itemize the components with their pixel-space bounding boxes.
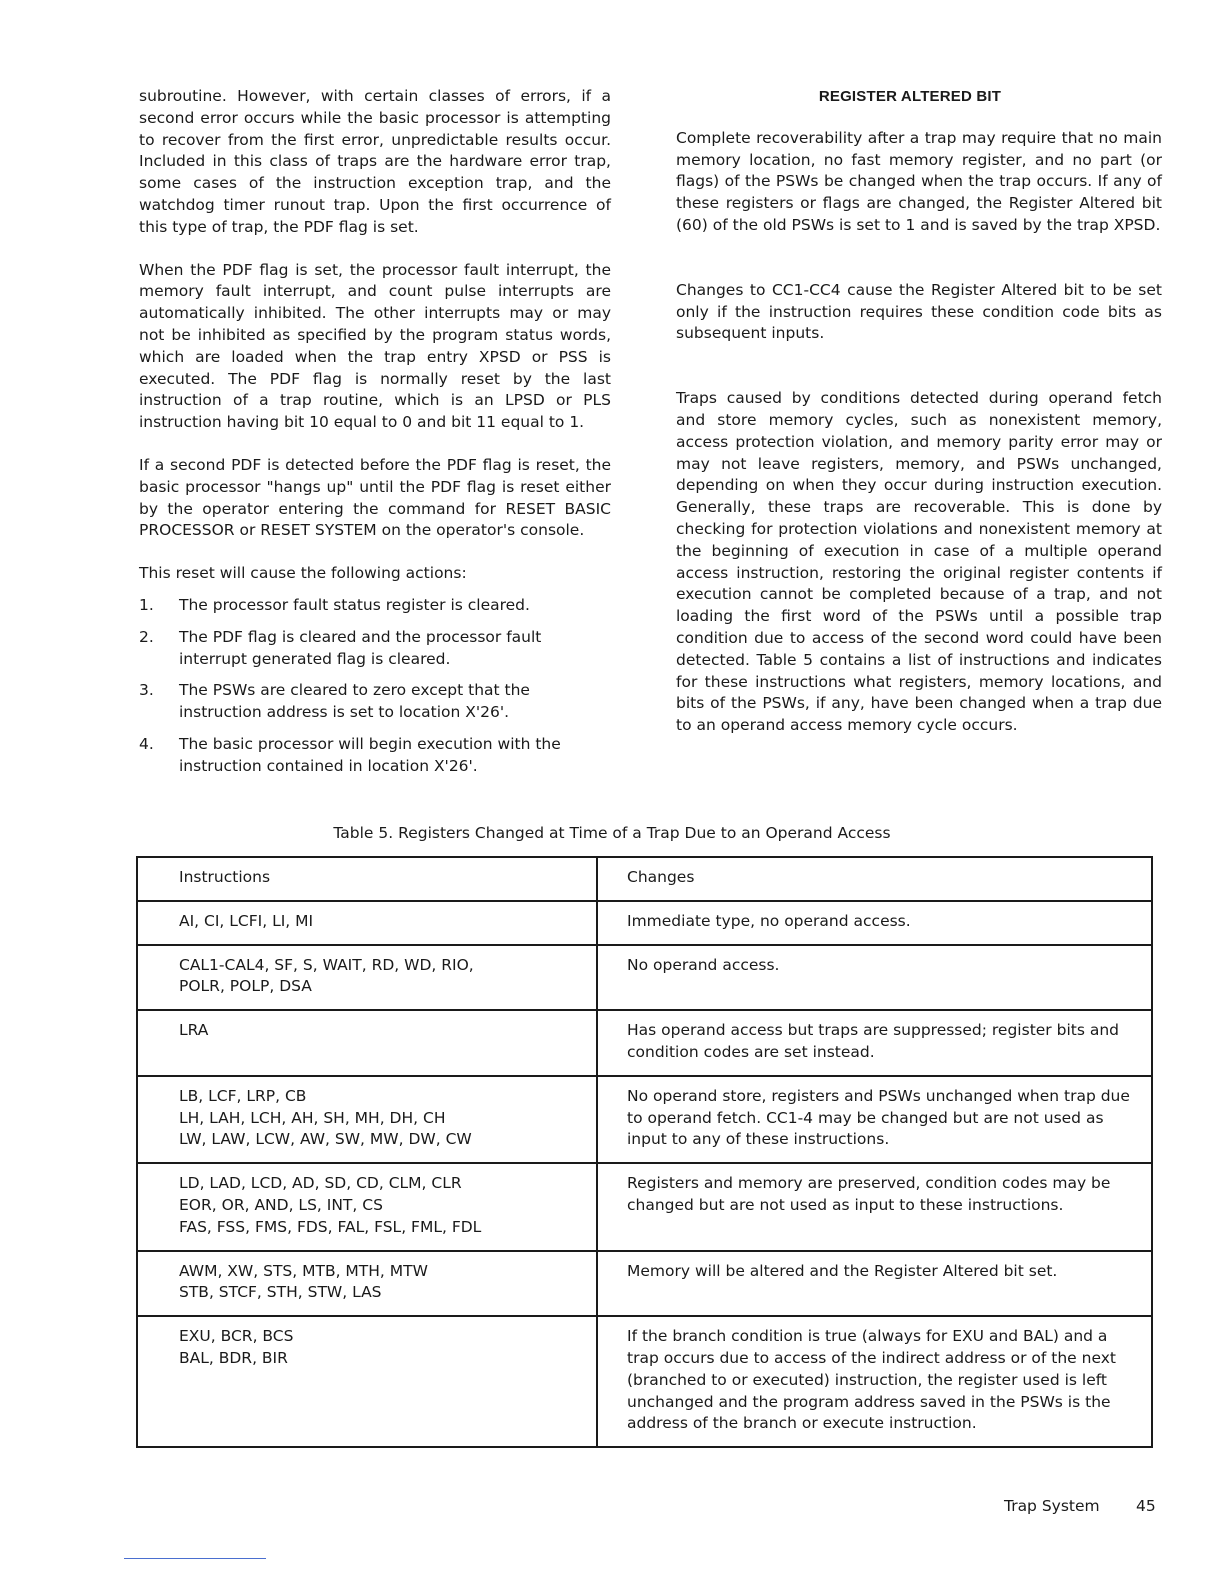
instructions-cell — [137, 901, 597, 945]
list-item — [139, 627, 611, 671]
column-header-instructions: Instructions — [137, 857, 597, 901]
list-item — [139, 734, 611, 778]
instruction-line: LW, LAW, LCW, AW, SW, MW, DW, CW — [179, 1130, 472, 1149]
instructions-cell — [137, 1251, 597, 1317]
list-item-number: 3. — [139, 681, 154, 700]
changes-cell: Memory will be altered and the Register Altered bit set. — [597, 1251, 1152, 1317]
list-item — [139, 680, 611, 724]
changes-cell: Immediate type, no operand access. — [597, 901, 1152, 945]
left-paragraph-4: This reset will cause the following actions: — [139, 564, 467, 583]
instructions-cell — [137, 1076, 597, 1163]
registers-table — [136, 856, 1153, 1448]
table-caption: Table 5. Registers Changed at Time of a Trap Due to an Operand Access — [333, 824, 891, 842]
instructions-cell — [137, 945, 597, 1011]
table-row — [137, 1163, 1152, 1250]
left-paragraph-3: If a second PDF is detected before the PDF flag is reset, the basic processor "hangs up" until the PDF flag is reset either by the operator entering the command for RESET BASIC PROCESSOR or RESET SYSTEM on the operator's console. — [139, 455, 611, 540]
instruction-line: AWM, XW, STS, MTB, MTH, MTW — [179, 1261, 428, 1280]
list-item-text: The basic processor will begin execution with the instruction contained in location X'26'. — [179, 734, 561, 775]
instruction-line: STB, STCF, STH, STW, LAS — [179, 1283, 382, 1302]
instructions-cell — [137, 1163, 597, 1250]
instruction-line: EOR, OR, AND, LS, INT, CS — [179, 1195, 383, 1214]
footer-section-title: Trap System — [1004, 1497, 1100, 1515]
right-column — [676, 86, 1162, 737]
instructions-cell — [137, 1010, 597, 1076]
section-heading: REGISTER ALTERED BIT — [818, 88, 1002, 105]
reset-actions-list — [139, 595, 611, 778]
list-item-number: 4. — [139, 734, 154, 753]
instruction-line: CAL1-CAL4, SF, S, WAIT, RD, WD, RIO, — [179, 955, 474, 974]
instruction-line: LH, LAH, LCH, AH, SH, MH, DH, CH — [179, 1108, 446, 1127]
instruction-line: FAS, FSS, FMS, FDS, FAL, FSL, FML, FDL — [179, 1217, 482, 1236]
left-paragraph-1: subroutine. However, with certain classes of errors, if a second error occurs while the basic processor is attempting to recover from the first error, unpredictable results occur. Included in this class of traps are the hardware error trap, some cases of the instruction exception trap, and the watchdog timer runout trap. Upon the first occurrence of this type of trap, the PDF flag is set. — [139, 87, 611, 236]
table-row — [137, 1316, 1152, 1447]
instruction-line: BAL, BDR, BIR — [179, 1348, 288, 1367]
right-paragraph-1: Complete recoverability after a trap may require that no main memory location, no fast memory register, and no part (or flags) of the PSWs be changed when the trap occurs. If any of these registers or flags are changed, the Register Altered bit (60) of the old PSWs is set to 1 and is saved by the trap XPSD. — [676, 128, 1162, 234]
left-column — [139, 86, 611, 788]
table-row — [137, 945, 1152, 1011]
changes-cell: If the branch condition is true (always for EXU and BAL) and a trap occurs due to access of the indirect address or of the next (branched to or executed) instruction, the register used is left unchanged and the program address saved in the PSWs is the address of the branch or execute instruction. — [597, 1316, 1152, 1447]
list-item-number: 1. — [139, 595, 154, 614]
instruction-line: LRA — [179, 1021, 209, 1040]
right-paragraph-2: Changes to CC1-CC4 cause the Register Altered bit to be set only if the instruction requires these condition code bits as subsequent inputs. — [676, 280, 1162, 343]
table-row — [137, 901, 1152, 945]
instructions-cell — [137, 1316, 597, 1447]
changes-cell: Has operand access but traps are suppressed; register bits and condition codes are set instead. — [597, 1010, 1152, 1076]
list-item-text: The processor fault status register is cleared. — [179, 595, 530, 614]
column-header-changes: Changes — [597, 857, 1152, 901]
list-item — [139, 595, 611, 617]
instruction-line: EXU, BCR, BCS — [179, 1327, 294, 1346]
list-item-number: 2. — [139, 627, 154, 646]
changes-cell: No operand access. — [597, 945, 1152, 1011]
changes-cell: No operand store, registers and PSWs unchanged when trap due to operand fetch. CC1-4 may be changed but are not used as input to any of these instructions. — [597, 1076, 1152, 1163]
instruction-line: AI, CI, LCFI, LI, MI — [179, 911, 314, 930]
list-item-text: The PDF flag is cleared and the processor fault interrupt generated flag is cleared. — [179, 627, 542, 668]
changes-cell: Registers and memory are preserved, condition codes may be changed but are not used as input to these instructions. — [597, 1163, 1152, 1250]
table-row — [137, 1010, 1152, 1076]
instruction-line: LD, LAD, LCD, AD, SD, CD, CLM, CLR — [179, 1174, 462, 1193]
list-item-text: The PSWs are cleared to zero except that the instruction address is set to location X'26'. — [179, 681, 530, 722]
right-paragraph-3: Traps caused by conditions detected during operand fetch and store memory cycles, such as nonexistent memory, access protection violation, and memory parity error may or may not leave registers, memory, and PSWs unchanged, depending on when they occur during instruction execution. Generally, these traps are recoverable. This is done by checking for protection violations and nonexistent memory at the beginning of execution in case of a multiple operand access instruction, restoring the original register contents if execution cannot be completed because of a trap, and not loading the first word of the PSWs until a possible trap condition due to access of the second word could have been detected. Table 5 contains a list of instructions and indicates for these instructions what registers, memory locations, and bits of the PSWs, if any, have been changed when a trap due to an operand access memory cycle occurs. — [676, 389, 1162, 735]
left-paragraph-2: When the PDF flag is set, the processor fault interrupt, the memory fault interrupt, and count pulse interrupts are automatically inhibited. The other interrupts may or may not be inhibited as specified by the program status words, which are loaded when the trap entry XPSD or PSS is executed. The PDF flag is normally reset by the last instruction of a trap routine, which is an LPSD or PLS instruction having bit 10 equal to 0 and bit 11 equal to 1. — [139, 260, 611, 432]
table-row — [137, 1251, 1152, 1317]
table-row — [137, 1076, 1152, 1163]
table-header-row — [137, 857, 1152, 901]
blue-rule-divider — [124, 1558, 266, 1559]
instruction-line: LB, LCF, LRP, CB — [179, 1086, 307, 1105]
instruction-line: POLR, POLP, DSA — [179, 977, 312, 996]
page-number: 45 — [1136, 1497, 1156, 1515]
